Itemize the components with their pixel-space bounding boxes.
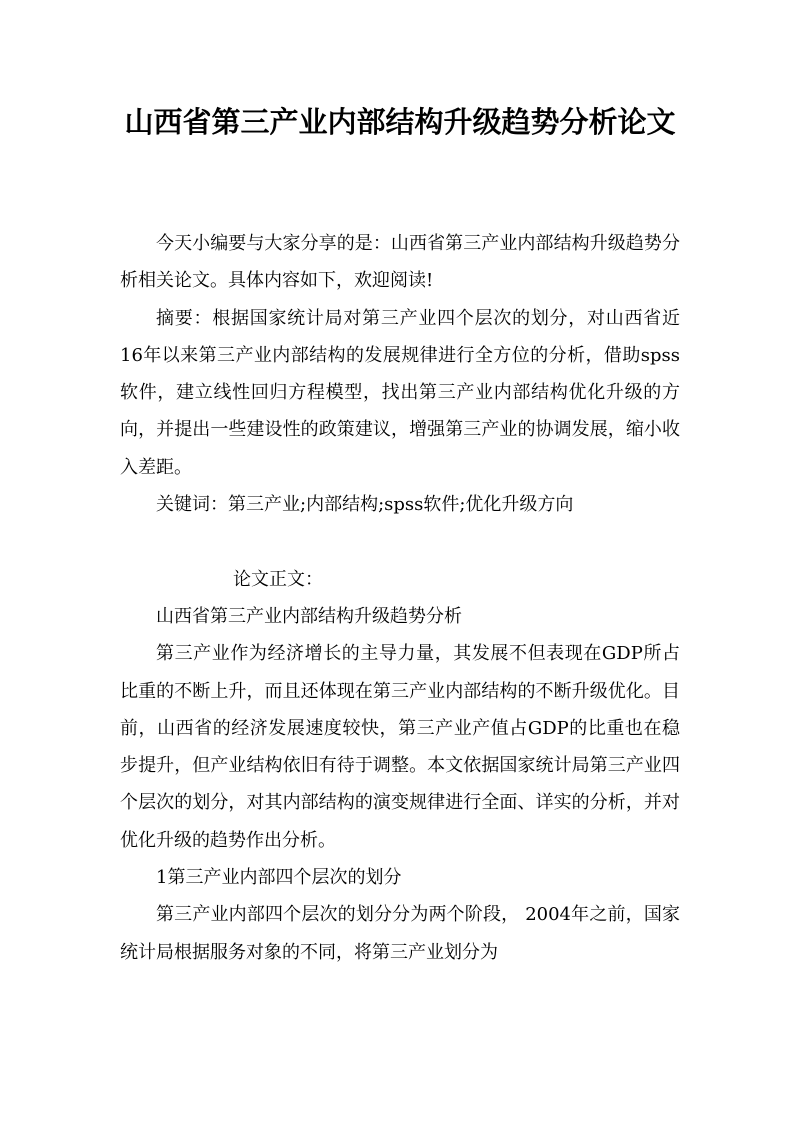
document-body [120,225,680,971]
keywords-line: 关键词：第三产业;内部结构;spss软件;优化升级方向 [156,494,574,516]
spacer [120,523,680,560]
body-paragraph-2: 第三产业内部四个层次的划分分为两个阶段， 2004年之前，国家统计局根据服务对象的不同，将第三产业划分为 [120,904,680,963]
section-title: 山西省第三产业内部结构升级趋势分析 [156,605,462,627]
abstract-paragraph: 摘要：根据国家统计局对第三产业四个层次的划分，对山西省近16年以来第三产业内部结构的发展规律进行全方位的分析，借助spss软件，建立线性回归方程模型，找出第三产业内部结构优化升级的方向，并提出一些建设性的政策建议，增强第三产业的协调发展，缩小收入差距。 [120,307,680,478]
document-title: 山西省第三产业内部结构升级趋势分析论文 [124,105,676,139]
body-paragraph-1: 第三产业作为经济增长的主导力量，其发展不但表现在GDP所占比重的不断上升，而且还体现在第三产业内部结构的不断升级优化。目前，山西省的经济发展速度较快，第三产业产值占GDP的比重也在稳步提升，但产业结构依旧有待于调整。本文依据国家统计局第三产业四个层次的划分，对其内部结构的演变规律进行全面、详实的分析，并对优化升级的趋势作出分析。 [120,643,680,851]
intro-paragraph: 今天小编要与大家分享的是：山西省第三产业内部结构升级趋势分析相关论文。具体内容如下，欢迎阅读! [120,233,680,292]
body-label: 论文正文： [233,568,323,590]
section-heading-1: 1第三产业内部四个层次的划分 [156,867,402,889]
